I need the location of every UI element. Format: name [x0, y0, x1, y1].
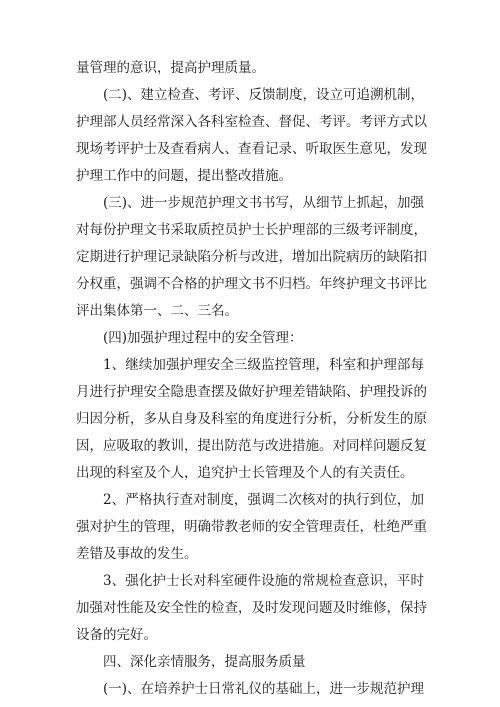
text-line-3: 护理部人员经常深入各科室检查、督促、考评。考评方式以 [76, 114, 427, 130]
text-line-11: (四)加强护理过程中的安全管理： [103, 330, 303, 346]
text-line-22: 设备的完好。 [76, 627, 157, 643]
text-line-23: 四、深化亲情服务，提高服务质量 [103, 654, 306, 670]
text-line-2: (二)、建立检查、考评、反馈制度，设立可追溯机制， [103, 87, 425, 103]
text-line-16: 出现的科室及个人，追究护士长管理及个人的有关责任。 [76, 465, 414, 481]
text-line-19: 差错及事故的发生。 [76, 546, 198, 562]
text-line-8: 定期进行护理记录缺陷分析与改进，增加出院病历的缺陷扣 [76, 249, 427, 265]
text-line-9: 分权重，强调不合格的护理文书不归档。年终护理文书评比 [76, 276, 427, 292]
text-line-24: (一)、在培养护士日常礼仪的基础上，进一步规范护理 [103, 681, 425, 697]
text-line-17: 2、严格执行查对制度，强调二次核对的执行到位，加 [103, 492, 424, 508]
text-line-7: 对每份护理文书采取质控员护士长护理部的三级考评制度， [76, 222, 427, 238]
text-line-21: 加强对性能及安全性的检查，及时发现问题及时维修，保持 [76, 600, 427, 616]
text-line-12: 1、继续加强护理安全三级监控管理，科室和护理部每 [103, 357, 424, 373]
text-line-4: 现场考评护士及查看病人、查看记录、听取医生意见，发现 [76, 141, 427, 157]
text-line-5: 护理工作中的问题，提出整改措施。 [76, 168, 292, 184]
text-line-1: 量管理的意识，提高护理质量。 [76, 60, 265, 76]
text-line-13: 月进行护理安全隐患查摆及做好护理差错缺陷、护理投诉的 [76, 384, 427, 400]
text-line-14: 归因分析，多从自身及科室的角度进行分析，分析发生的原 [76, 411, 427, 427]
document-page [76, 55, 427, 703]
text-line-15: 因，应吸取的教训，提出防范与改进措施。对同样问题反复 [76, 438, 427, 454]
text-line-20: 3、强化护士长对科室硬件设施的常规检查意识，平时 [103, 573, 424, 589]
text-line-18: 强对护生的管理，明确带教老师的安全管理责任，杜绝严重 [76, 519, 427, 535]
text-line-6: (三)、进一步规范护理文书书写，从细节上抓起，加强 [103, 195, 425, 211]
text-line-10: 评出集体第一、二、三名。 [76, 303, 238, 319]
